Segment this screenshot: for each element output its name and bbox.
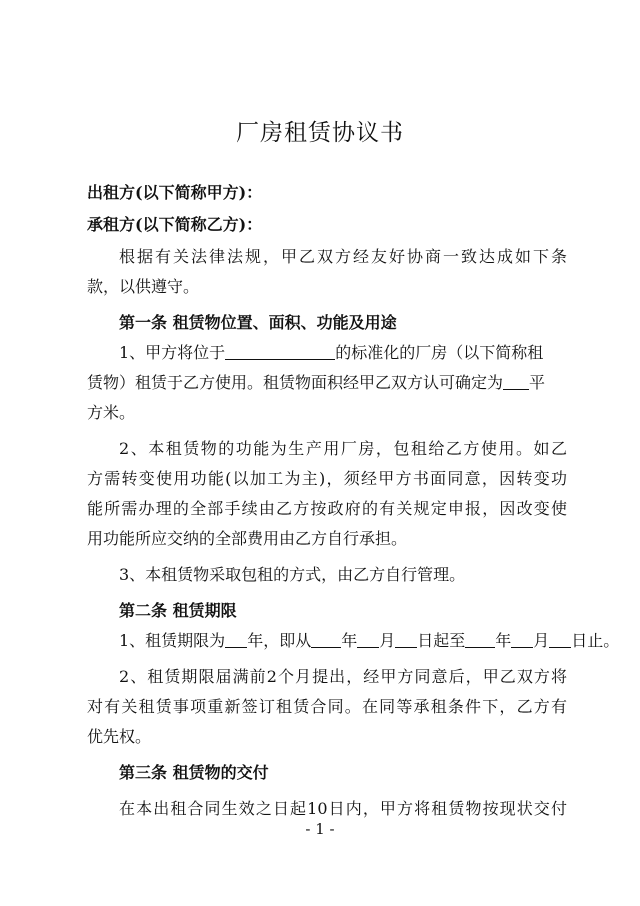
article-2-p2-line-3: 优先权。 <box>87 727 152 746</box>
article-1-p1-line-2 <box>87 368 567 398</box>
article-1-p1-line-1 <box>87 338 567 368</box>
term-years-blank <box>225 629 247 648</box>
article-1-p2-line-4: 用功能所应交纳的全部费用由乙方自行承担。 <box>87 529 408 548</box>
area-blank <box>503 371 529 390</box>
end-day-blank <box>549 629 571 648</box>
start-month-blank <box>357 629 379 648</box>
article-2-p2-line-1: 2、租赁期限届满前2个月提出，经甲方同意后，甲乙双方将 <box>119 667 567 686</box>
article-1-p1-text-c: 赁物）租赁于乙方使用。租赁物面积经甲乙双方认可确定为 <box>87 373 504 392</box>
article-1-p1-text-a: 1、甲方将位于 <box>119 343 226 362</box>
term-text-4: 月 <box>379 631 396 650</box>
term-text-3: 年 <box>341 631 358 650</box>
article-2-p2-line-2: 对有关租赁事项重新签订租赁合同。在同等承租条件下，乙方有 <box>87 697 567 716</box>
lessor-label: 出租方(以下简称甲方)： <box>87 183 263 202</box>
article-1-p1-line-3: 方米。 <box>87 403 136 422</box>
article-1-p3: 3、本租赁物采取包租的方式，由乙方自行管理。 <box>119 565 466 584</box>
article-1-p1-text-b: 的标准化的厂房（以下简称租 <box>335 343 544 362</box>
article-1-p1-text-d: 平 <box>529 373 546 392</box>
start-day-blank <box>395 629 417 648</box>
start-year-blank <box>311 629 341 648</box>
term-text-1: 1、租赁期限为 <box>119 631 226 650</box>
article-1-p2-line-3: 能所需办理的全部手续由乙方按政府的有关规定申报，因改变使 <box>87 499 567 518</box>
term-text-5: 日起至 <box>417 631 466 650</box>
preamble-line-1: 根据有关法律法规，甲乙双方经友好协商一致达成如下条 <box>119 247 567 266</box>
preamble-line-2: 款，以供遵守。 <box>87 277 200 296</box>
article-2-p1 <box>87 626 620 656</box>
article-1-p2-line-2: 方需转变使用功能(以加工为主)，须经甲方书面同意，因转变功 <box>87 469 567 488</box>
article-3-heading: 第三条 租赁物的交付 <box>119 763 269 782</box>
article-1-p2-line-1: 2、本租赁物的功能为生产用厂房，包租给乙方使用。如乙 <box>119 439 567 458</box>
term-text-8: 日止。 <box>571 631 620 650</box>
term-text-2: 年，即从 <box>247 631 312 650</box>
location-blank <box>225 341 335 360</box>
article-2-heading: 第二条 租赁期限 <box>119 601 237 620</box>
term-text-7: 月 <box>533 631 550 650</box>
document-title: 厂房租赁协议书 <box>236 120 404 146</box>
end-month-blank <box>511 629 533 648</box>
lessee-label: 承租方(以下简称乙方)： <box>87 215 263 234</box>
document-body <box>87 178 620 824</box>
article-1-heading: 第一条 租赁物位置、面积、功能及用途 <box>119 313 397 332</box>
page-number: - 1 - <box>305 820 335 838</box>
article-3-p1: 在本出租合同生效之日起10日内，甲方将租赁物按现状交付 <box>119 799 567 818</box>
end-year-blank <box>465 629 495 648</box>
term-text-6: 年 <box>495 631 512 650</box>
